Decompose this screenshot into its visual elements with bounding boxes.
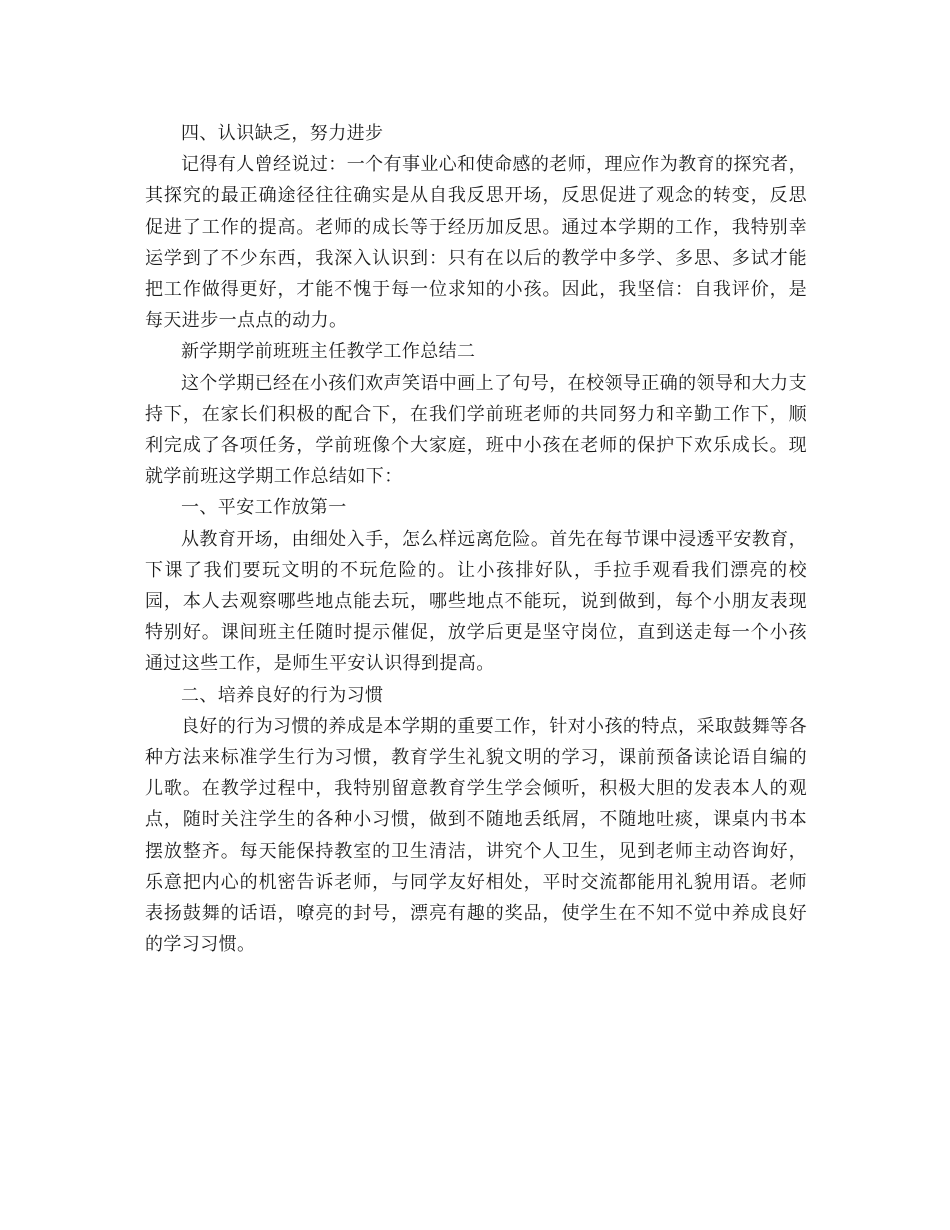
body-paragraph: 良好的行为习惯的养成是本学期的重要工作，针对小孩的特点，采取鼓舞等各种方法来标准学生行为习惯，教育学生礼貌文明的学习，课前预备读论语自编的儿歌。在教学过程中，我特别留意教育学生学会倾听，积极大胆的发表本人的观点，随时关注学生的各种小习惯，做到不随地丢纸屑，不随地吐痰，课桌内书本摆放整齐。每天能保持教室的卫生清洁，讲究个人卫生，见到老师主动咨询好，乐意把内心的机密告诉老师，与同学友好相处，平时交流都能用礼貌用语。老师表扬鼓舞的话语，嘹亮的封号，漂亮有趣的奖品，使学生在不知不觉中养成良好的学习习惯。: [145, 715, 807, 956]
section-heading-two: 二、培养良好的行为习惯: [181, 684, 384, 706]
section-heading-one: 一、平安工作放第一: [181, 497, 347, 519]
document-body: [145, 118, 807, 960]
document-subtitle: 新学期学前班班主任教学工作总结二: [181, 341, 476, 363]
body-paragraph: 这个学期已经在小孩们欢声笑语中画上了句号，在校领导正确的领导和大力支持下，在家长们积极的配合下，在我们学前班老师的共同努力和辛勤工作下，顺利完成了各项任务，学前班像个大家庭，班中小孩在老师的保护下欢乐成长。现就学前班这学期工作总结如下：: [145, 372, 807, 488]
section-heading-four: 四、认识缺乏，努力进步: [181, 123, 384, 144]
body-paragraph: 从教育开场，由细处入手，怎么样远离危险。首先在每节课中浸透平安教育，下课了我们要玩文明的不玩危险的。让小孩排好队，手拉手观看我们漂亮的校园，本人去观察哪些地点能去玩，哪些地点不能玩，说到做到，每个小朋友表现特别好。课间班主任随时提示催促，放学后更是坚守岗位，直到送走每一个小孩通过这些工作，是师生平安认识得到提高。: [145, 528, 807, 675]
body-paragraph: 记得有人曾经说过：一个有事业心和使命感的老师，理应作为教育的探究者，其探究的最正确途径往往确实是从自我反思开场，反思促进了观念的转变，反思促进了工作的提高。老师的成长等于经历加反思。通过本学期的工作，我特别幸运学到了不少东西，我深入认识到：只有在以后的教学中多学、多思、多试才能把工作做得更好，才能不愧于每一位求知的小孩。因此，我坚信：自我评价，是每天进步一点点的动力。: [145, 154, 807, 332]
